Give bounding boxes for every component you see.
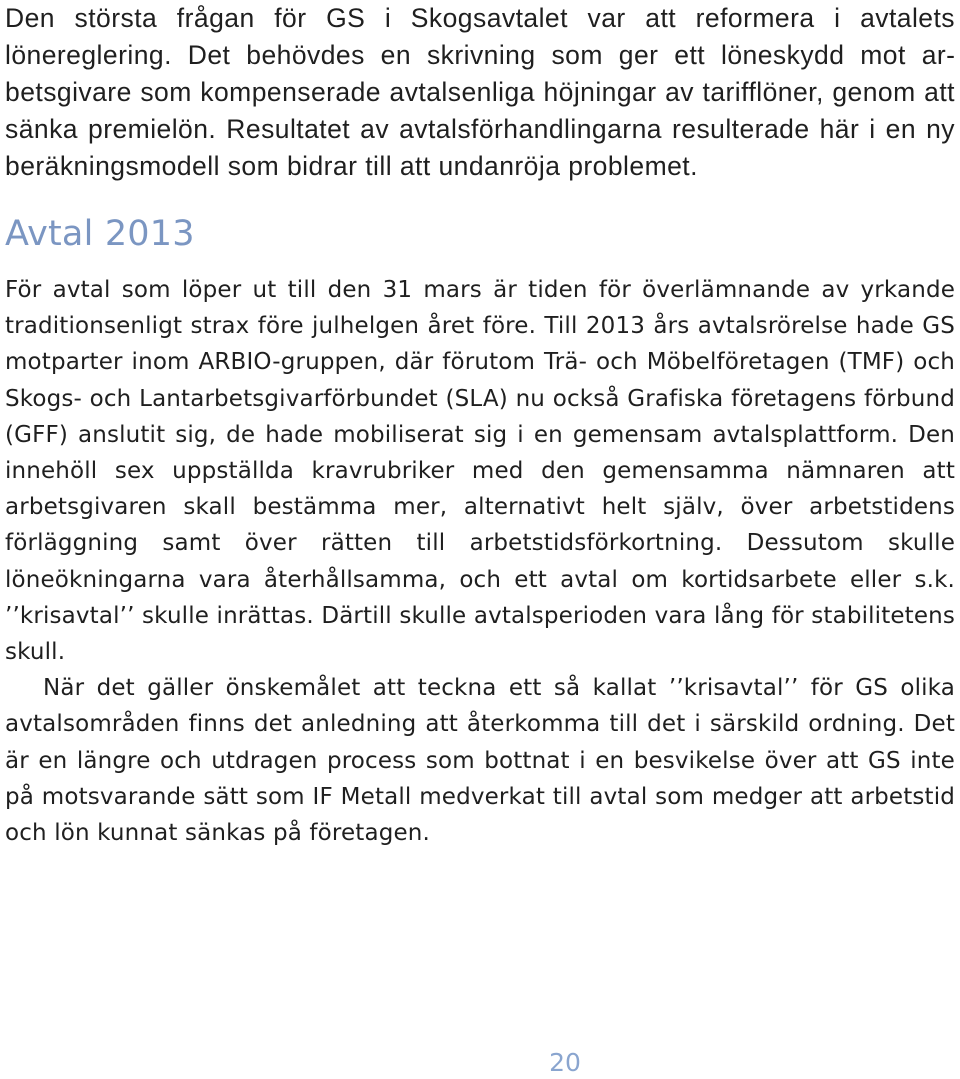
section-heading: Avtal 2013 [5,214,195,254]
page-number: 20 [549,1048,581,1077]
body-paragraph: När det gäller önskemålet att teckna ett så kallat ’’krisavtal’’ för GS olika avtalsområden finns det anledning att återkomma till det i särskild ordning. Det är en längre och utdragen process som bottnat i en besvikelse över att GS inte på motsvarande sätt som IF Metall medverkat till avtal som medger att arbetstid och lön kunnat sänkas på företagen. [5,675,955,847]
body-text [5,272,955,851]
body-paragraph: För avtal som löper ut till den 31 mars är tiden för överlämnande av yrkande traditionsenligt strax före julhelgen året före. Till 2013 års avtalsrörelse hade GS motparter inom ARBIO-gruppen, där förutom Trä- och Möbelföretagen (TMF) och Skogs- och Lantarbetsgivarförbundet (SLA) nu också Grafiska företagens förbund (GFF) anslutit sig, de hade mobiliserat sig i en gemensam avtalsplattform. Den innehöll sex uppställda kravrubriker med den gemensamma nämnaren att arbetsgivaren skall bestämma mer, alternativt helt själv, över arbetstidens förläggning samt över rätten till arbetstidsförkortning. Dessutom skulle löneökningarna vara återhållsamma, och ett avtal om kortidsarbete eller s.k. ’’krisavtal’’ skulle inrättas. Därtill skulle avtalsperioden vara lång för stabilitetens skull. [5,277,955,666]
lead-paragraph: Den största frågan för GS i Skogsavtalet var att reformera i avtalets lönereglering. Det behövdes en skrivning som ger ett löneskydd mot arbetsgivare som kompenserade avtalsenliga höjningar av tarifflöner, genom att sänka premielön. Resultatet av avtalsförhandlingarna resulterade här i en ny beräkningsmodell som bidrar till att undanröja problemet. [5,3,955,181]
